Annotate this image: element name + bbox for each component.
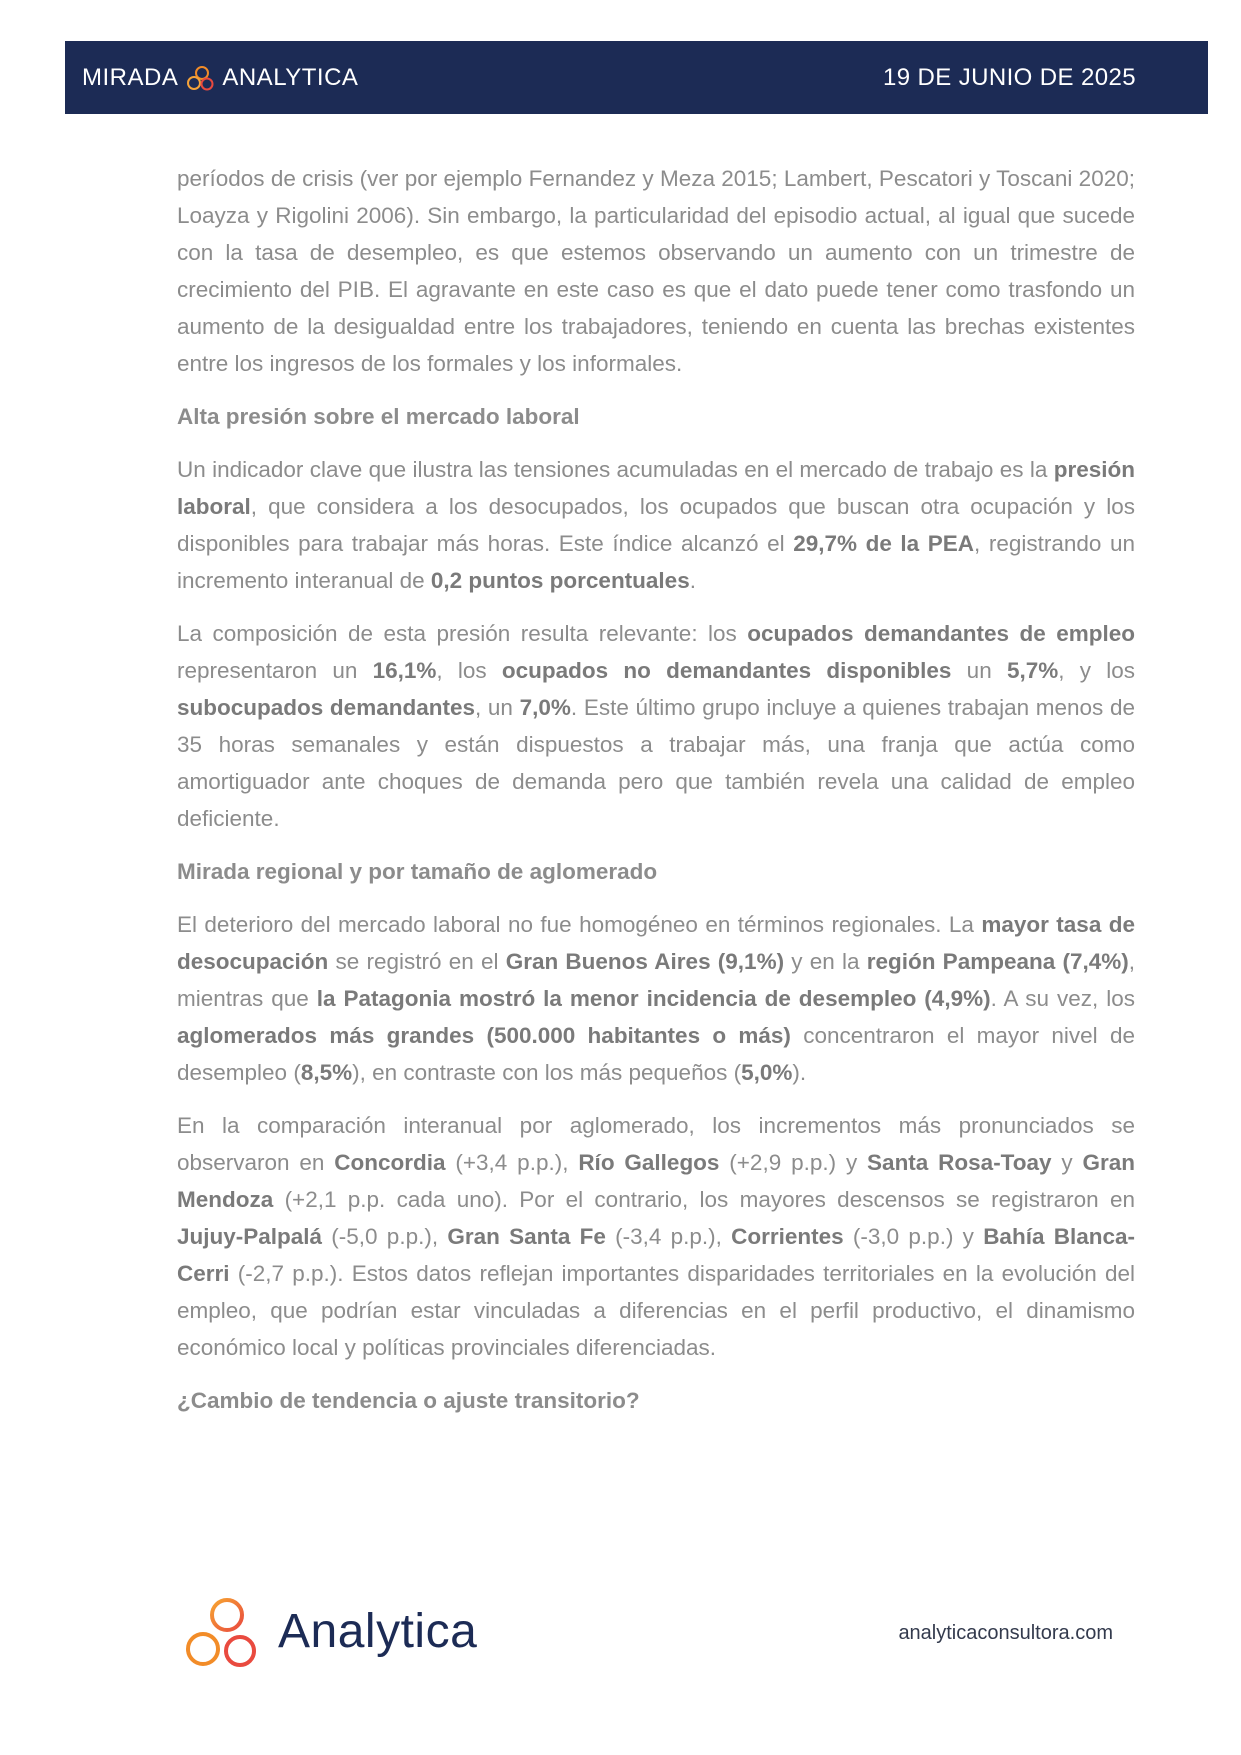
body-text: . A su vez, los (990, 986, 1135, 1011)
emphasis-text: ocupados demandantes de empleo (747, 621, 1135, 646)
brand-analytica: ANALYTICA (222, 63, 359, 91)
body-text: un (951, 658, 1007, 683)
emphasis-text: 5,7% (1006, 658, 1059, 683)
body-text: , un (474, 695, 520, 720)
body-text: períodos de crisis (ver por ejemplo Fernandez y Meza 2015; Lambert, Pescatori y Toscani 2020; Loayza y Rigolini 2006). Sin embargo, la particularidad del episodio actual, al igual que sucede con la tasa de desempleo, es que estemos observando un aumento con un trimestre de crecimiento del PIB. El agravante en este caso es que el dato puede tener como trasfondo un aumento de la desigualdad entre los trabajadores, teniendo en cuenta las brechas existentes entre los ingresos de los formales y los informales. (177, 166, 1135, 376)
website-link[interactable]: analyticaconsultora.com (898, 1622, 1113, 1644)
section-heading-regional: Mirada regional y por tamaño de aglomerado (177, 859, 658, 884)
paragraph-regional (177, 906, 1135, 1091)
body-text: y en la (784, 949, 867, 974)
body-text: , los (436, 658, 502, 683)
body-text: (-2,7 p.p.). Estos datos reflejan importantes disparidades territoriales en la evolución del empleo, que podrían estar vinculadas a diferencias en el perfil productivo, el dinamismo económico local y políticas provinciales diferenciadas. (177, 1261, 1135, 1360)
footer-logo (184, 1590, 477, 1680)
emphasis-text: Concordia (334, 1150, 446, 1175)
body-text: , y los (1058, 658, 1135, 683)
article-body (177, 160, 1135, 1435)
paragraph-aglomerados (177, 1107, 1135, 1366)
body-text: En la comparación interanual por aglomerado, los incrementos más pronunciados se observaron en (177, 1113, 1135, 1175)
emphasis-text: presión laboral (177, 457, 1135, 519)
emphasis-text: 0,2 puntos porcentuales (430, 568, 690, 593)
emphasis-text: subocupados demandantes (177, 695, 475, 720)
emphasis-text: 7,0% (519, 695, 571, 720)
body-text: (-5,0 p.p.), (322, 1224, 448, 1249)
paragraph-intro (177, 160, 1135, 382)
brand-mirada: MIRADA (82, 63, 179, 91)
paragraph-presion-laboral (177, 451, 1135, 599)
emphasis-text: Río Gallegos (578, 1150, 720, 1175)
body-text: y (1051, 1150, 1083, 1175)
page-header (65, 41, 1208, 114)
report-date: 19 DE JUNIO DE 2025 (882, 63, 1136, 91)
emphasis-text: Gran Santa Fe (447, 1224, 606, 1249)
body-text: (-3,0 p.p.) y (843, 1224, 984, 1249)
body-text: (-3,4 p.p.), (605, 1224, 732, 1249)
header-brand (82, 41, 358, 114)
emphasis-text: 5,0% (741, 1060, 793, 1085)
body-text: . Este último grupo incluye a quienes trabajan menos de 35 horas semanales y están dispuestos a trabajar más, una franja que actúa como amortiguador ante choques de demanda pero que también revela una calidad de empleo deficiente. (177, 695, 1136, 831)
body-text: (+2,9 p.p.) y (719, 1150, 868, 1175)
emphasis-text: aglomerados más grandes (500.000 habitantes o más) (177, 1023, 791, 1048)
body-text: ), en contraste con los más pequeños ( (352, 1060, 742, 1085)
emphasis-text: 29,7% de la PEA (793, 531, 974, 556)
section-heading-tendencia: ¿Cambio de tendencia o ajuste transitorio? (177, 1388, 640, 1413)
emphasis-text: mayor tasa de desocupación (177, 912, 1135, 974)
emphasis-text: la Patagonia mostró la menor incidencia de desempleo (4,9%) (316, 986, 991, 1011)
body-text: se registró en el (328, 949, 506, 974)
body-text: , registrando un incremento interanual de (177, 531, 1135, 593)
emphasis-text: Gran Buenos Aires (9,1%) (505, 949, 785, 974)
body-text: (+2,1 p.p. cada uno). Por el contrario, los mayores descensos se registraron en (273, 1187, 1135, 1212)
emphasis-text: región Pampeana (7,4%) (866, 949, 1129, 974)
emphasis-text: Jujuy-Palpalá (177, 1224, 323, 1249)
body-text: , mientras que (177, 949, 1135, 1011)
emphasis-text: 8,5% (300, 1060, 353, 1085)
emphasis-text: 16,1% (372, 658, 437, 683)
emphasis-text: Gran Mendoza (177, 1150, 1135, 1212)
body-text: concentraron el mayor nivel de desempleo ( (177, 1023, 1135, 1085)
body-text: El deterioro del mercado laboral no fue homogéneo en términos regionales. La (177, 912, 982, 937)
body-text: , que considera a los desocupados, los ocupados que buscan otra ocupación y los disponibles para trabajar más horas. Este índice alcanzó el (177, 494, 1135, 556)
body-text: La composición de esta presión resulta relevante: los (177, 621, 748, 646)
emphasis-text: Santa Rosa-Toay (867, 1150, 1052, 1175)
body-text: Un indicador clave que ilustra las tensiones acumuladas en el mercado de trabajo es la (177, 457, 1054, 482)
paragraph-composicion (177, 615, 1135, 837)
emphasis-text: Bahía Blanca-Cerri (177, 1224, 1135, 1286)
emphasis-text: Corrientes (731, 1224, 844, 1249)
footer-brand-name: Analytica (278, 1604, 478, 1658)
section-heading-presion: Alta presión sobre el mercado laboral (177, 404, 580, 429)
analytica-logo-icon (184, 1595, 260, 1676)
body-text: (+3,4 p.p.), (445, 1150, 579, 1175)
brand-logo-icon (185, 65, 215, 91)
body-text: . (689, 568, 696, 593)
body-text: ). (792, 1060, 807, 1085)
body-text: representaron un (177, 658, 373, 683)
emphasis-text: ocupados no demandantes disponibles (501, 658, 952, 683)
